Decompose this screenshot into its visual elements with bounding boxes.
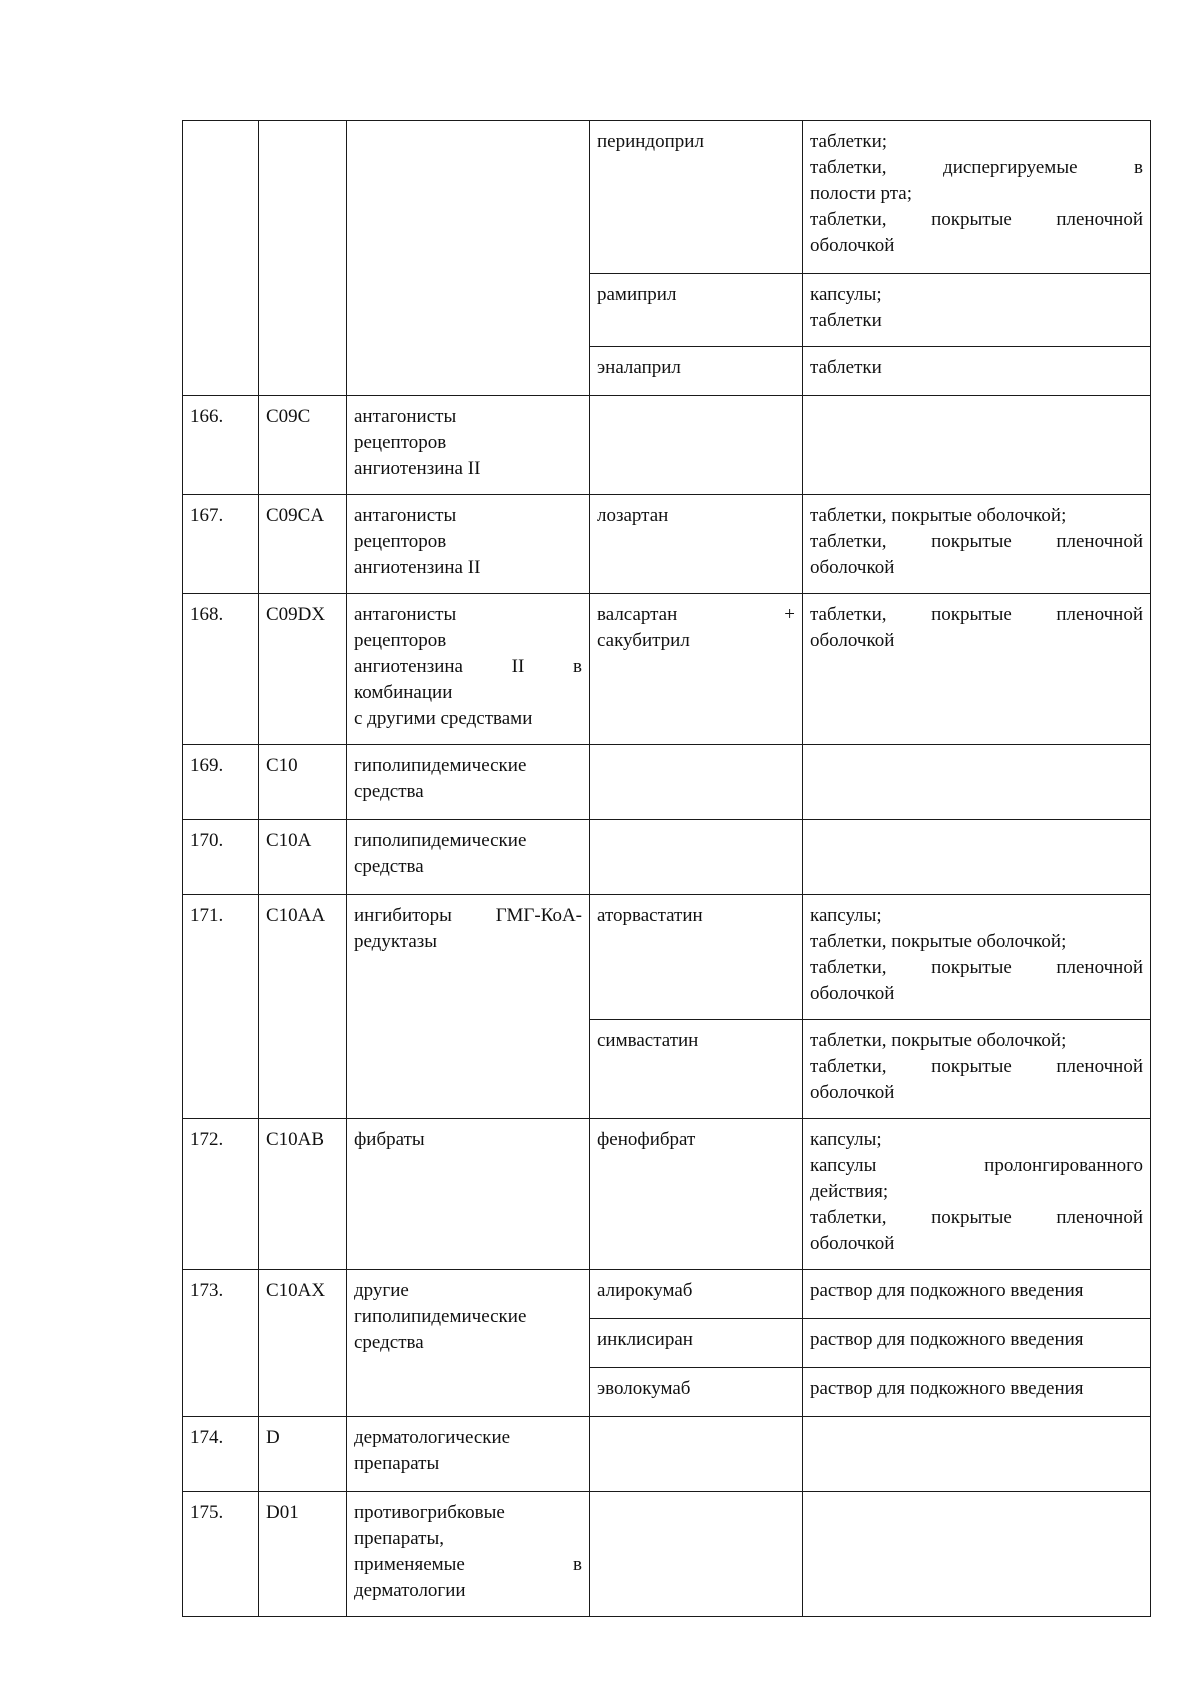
atc-code: C10AX: [259, 1270, 347, 1417]
table-row: [183, 1119, 1151, 1270]
group-name-cell: [347, 1492, 590, 1617]
dosage-form-cell: [803, 1368, 1151, 1417]
group-name-cell: [347, 820, 590, 895]
drug-register-table: [182, 120, 1151, 1617]
dosage-form-line: полости рта;: [810, 183, 913, 204]
group-name-line: рецепторов: [354, 630, 447, 651]
drug-name-cell: [590, 1368, 803, 1417]
group-name-line: средства: [354, 856, 424, 877]
dosage-form-line: капсулы;: [810, 1129, 882, 1150]
dosage-form-line: таблетки, покрытые оболочкой;: [810, 1030, 1067, 1051]
row-number: 174.: [183, 1417, 259, 1492]
row-number: 169.: [183, 745, 259, 820]
drug-name: рамиприл: [597, 284, 677, 305]
dosage-form-line: таблетки: [810, 310, 882, 331]
group-name-line: препараты: [354, 1453, 440, 1474]
group-name-line: применяемые в: [354, 1554, 582, 1575]
dosage-form-cell: [803, 895, 1151, 1020]
group-name-cell: [347, 594, 590, 745]
table-row: [183, 1492, 1151, 1617]
dosage-form-line: капсулы;: [810, 905, 882, 926]
table-row: [183, 1417, 1151, 1492]
group-name-cell: [347, 895, 590, 1119]
atc-code: D01: [259, 1492, 347, 1617]
drug-name-cell: [590, 1319, 803, 1368]
atc-code: C09C: [259, 396, 347, 495]
group-name-cell: [347, 396, 590, 495]
group-name-line: препараты,: [354, 1528, 444, 1549]
group-name-line: ангиотензина II в: [354, 656, 582, 677]
dosage-form-line: оболочкой: [810, 983, 895, 1004]
group-name-line: комбинации: [354, 682, 453, 703]
drug-name: периндоприл: [597, 131, 704, 152]
dosage-form-line: раствор для подкожного введения: [810, 1280, 1084, 1301]
table-row: [183, 594, 1151, 745]
dosage-form-line: оболочкой: [810, 630, 895, 651]
group-name-line: антагонисты: [354, 505, 457, 526]
drug-name-cell: [590, 274, 803, 347]
dosage-form-line: раствор для подкожного введения: [810, 1329, 1084, 1350]
dosage-form-line: оболочкой: [810, 1082, 895, 1103]
drug-name: фенофибрат: [597, 1129, 696, 1150]
dosage-form-cell: [803, 347, 1151, 396]
dosage-form-line: действия;: [810, 1181, 889, 1202]
table-row: [183, 745, 1151, 820]
drug-name: эволокумаб: [597, 1378, 691, 1399]
atc-code: C10AB: [259, 1119, 347, 1270]
group-name-cell: [347, 1119, 590, 1270]
drug-name-cell: [590, 1020, 803, 1119]
dosage-form-cell: [803, 121, 1151, 274]
dosage-form-line: раствор для подкожного введения: [810, 1378, 1084, 1399]
row-number-cell: [183, 121, 259, 396]
dosage-form-line: таблетки, покрытые пленочной: [810, 209, 1143, 230]
group-name-line: рецепторов: [354, 531, 447, 552]
group-name-line: с другими средствами: [354, 708, 533, 729]
group-name-line: другие: [354, 1280, 409, 1301]
group-name-line: гиполипидемические: [354, 1306, 527, 1327]
dosage-form-line: капсулы;: [810, 284, 882, 305]
group-name-line: средства: [354, 1332, 424, 1353]
group-name-cell: [347, 745, 590, 820]
dosage-form-cell: [803, 1020, 1151, 1119]
group-name-cell: [347, 1270, 590, 1417]
drug-name-cell: [590, 1417, 803, 1492]
group-name-line: ингибиторы ГМГ-КоА-: [354, 905, 582, 926]
dosage-form-line: таблетки, покрытые оболочкой;: [810, 931, 1067, 952]
drug-name: эналаприл: [597, 357, 681, 378]
atc-code: C10: [259, 745, 347, 820]
group-name-line: гиполипидемические: [354, 755, 527, 776]
dosage-form-line: таблетки, диспергируемые в: [810, 157, 1143, 178]
row-number: 173.: [183, 1270, 259, 1417]
row-number: 167.: [183, 495, 259, 594]
row-number: 168.: [183, 594, 259, 745]
group-name-line: ангиотензина II: [354, 458, 481, 479]
group-name-line: ангиотензина II: [354, 557, 481, 578]
atc-code: C09DX: [259, 594, 347, 745]
drug-name: алирокумаб: [597, 1280, 693, 1301]
drug-name: инклисиран: [597, 1329, 693, 1350]
group-name-line: дерматологические: [354, 1427, 511, 1448]
table-row: [183, 121, 1151, 274]
group-name-line: гиполипидемические: [354, 830, 527, 851]
group-name-line: средства: [354, 781, 424, 802]
table-row: [183, 495, 1151, 594]
atc-code: D: [259, 1417, 347, 1492]
dosage-form-line: оболочкой: [810, 1233, 895, 1254]
drug-name-cell: [590, 745, 803, 820]
group-name-line: противогрибковые: [354, 1502, 505, 1523]
drug-name: симвастатин: [597, 1030, 699, 1051]
dosage-form-cell: [803, 745, 1151, 820]
drug-name-cell: [590, 820, 803, 895]
dosage-form-cell: [803, 594, 1151, 745]
group-name-cell: [347, 1417, 590, 1492]
table-row: [183, 1270, 1151, 1319]
dosage-form-line: капсулы пролонгированного: [810, 1155, 1143, 1176]
drug-name-cell: [590, 1119, 803, 1270]
drug-name-cell: [590, 396, 803, 495]
dosage-form-line: оболочкой: [810, 235, 895, 256]
dosage-form-line: таблетки, покрытые пленочной: [810, 1056, 1143, 1077]
group-name-line: антагонисты: [354, 406, 457, 427]
group-name-line: дерматологии: [354, 1580, 466, 1601]
dosage-form-cell: [803, 396, 1151, 495]
dosage-form-line: таблетки, покрытые пленочной: [810, 531, 1143, 552]
drug-name-cell: [590, 895, 803, 1020]
row-number: 172.: [183, 1119, 259, 1270]
dosage-form-cell: [803, 1319, 1151, 1368]
drug-name-cell: [590, 121, 803, 274]
atc-code: C10A: [259, 820, 347, 895]
row-number: 166.: [183, 396, 259, 495]
row-number: 171.: [183, 895, 259, 1119]
atc-code: C10AA: [259, 895, 347, 1119]
group-name-cell: [347, 495, 590, 594]
dosage-form-cell: [803, 820, 1151, 895]
atc-code: C09CA: [259, 495, 347, 594]
dosage-form-line: таблетки, покрытые пленочной: [810, 1207, 1143, 1228]
dosage-form-cell: [803, 1119, 1151, 1270]
group-name-line: фибраты: [354, 1129, 425, 1150]
dosage-form-cell: [803, 495, 1151, 594]
drug-name: лозартан: [597, 505, 669, 526]
dosage-form-line: таблетки, покрытые оболочкой;: [810, 505, 1067, 526]
group-name-cell: [347, 121, 590, 396]
group-name-line: редуктазы: [354, 931, 438, 952]
drug-name: валсартан +: [597, 604, 795, 625]
drug-name-cell: [590, 495, 803, 594]
table-row: [183, 396, 1151, 495]
dosage-form-line: таблетки: [810, 357, 882, 378]
atc-code-cell: [259, 121, 347, 396]
drug-name-cell: [590, 594, 803, 745]
dosage-form-cell: [803, 1492, 1151, 1617]
dosage-form-cell: [803, 1417, 1151, 1492]
drug-name-cell: [590, 1270, 803, 1319]
table-row: [183, 820, 1151, 895]
dosage-form-line: таблетки, покрытые пленочной: [810, 957, 1143, 978]
dosage-form-cell: [803, 274, 1151, 347]
dosage-form-line: таблетки, покрытые пленочной: [810, 604, 1143, 625]
dosage-form-line: таблетки;: [810, 131, 888, 152]
dosage-form-cell: [803, 1270, 1151, 1319]
group-name-line: рецепторов: [354, 432, 447, 453]
dosage-form-line: оболочкой: [810, 557, 895, 578]
drug-name-cell: [590, 347, 803, 396]
drug-name: сакубитрил: [597, 630, 690, 651]
table-row: [183, 895, 1151, 1020]
drug-name: аторвастатин: [597, 905, 703, 926]
row-number: 170.: [183, 820, 259, 895]
drug-name-cell: [590, 1492, 803, 1617]
row-number: 175.: [183, 1492, 259, 1617]
group-name-line: антагонисты: [354, 604, 457, 625]
